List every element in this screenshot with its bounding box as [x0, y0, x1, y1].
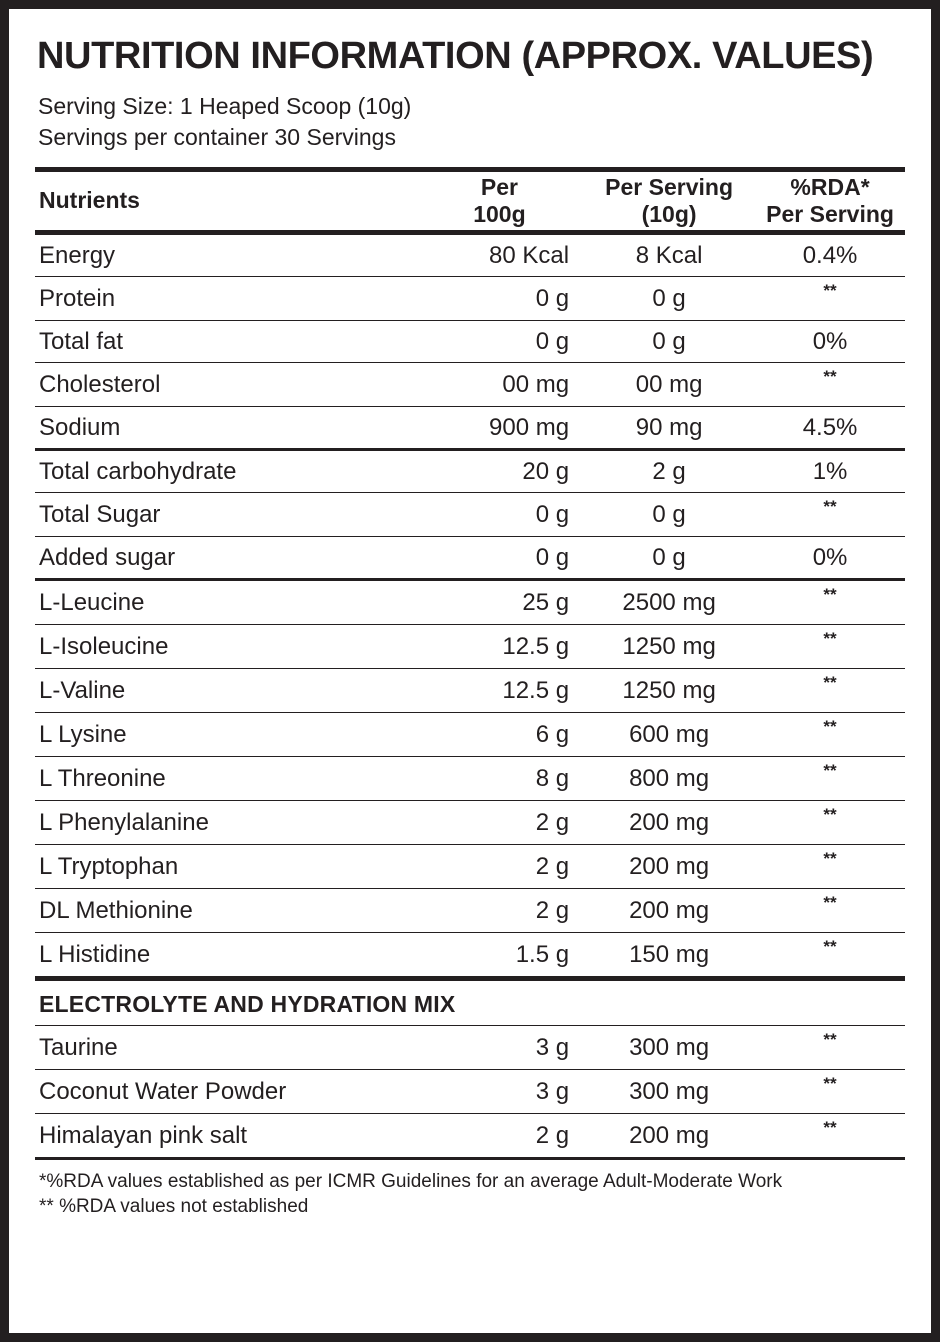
value-per-serving: 1250 mg [583, 624, 757, 668]
value-per-serving: 200 mg [583, 800, 757, 844]
page-title: NUTRITION INFORMATION (APPROX. VALUES) [37, 35, 874, 77]
value-per-100g: 0 g [418, 536, 583, 579]
value-rda: ** [757, 276, 905, 320]
table-row [35, 932, 905, 978]
table-row [35, 712, 905, 756]
value-per-100g: 900 mg [418, 406, 583, 449]
value-per-100g: 12.5 g [418, 624, 583, 668]
nutrient-name: Taurine [35, 1025, 418, 1069]
nutrient-name: Himalayan pink salt [35, 1113, 418, 1158]
value-per-100g: 6 g [418, 712, 583, 756]
value-rda: ** [757, 579, 905, 624]
value-per-100g: 20 g [418, 449, 583, 492]
value-per-serving: 2500 mg [583, 579, 757, 624]
value-rda: ** [757, 888, 905, 932]
value-rda: ** [757, 844, 905, 888]
nutrient-name: Total fat [35, 320, 418, 362]
value-per-100g: 2 g [418, 844, 583, 888]
value-per-serving: 2 g [583, 449, 757, 492]
column-header-rda-line1: %RDA* [790, 173, 870, 200]
value-per-serving: 00 mg [583, 362, 757, 406]
value-per-serving: 200 mg [583, 844, 757, 888]
value-per-serving: 150 mg [583, 932, 757, 978]
value-rda: ** [757, 932, 905, 978]
value-per-100g: 3 g [418, 1069, 583, 1113]
nutrient-name: Protein [35, 276, 418, 320]
table-row [35, 668, 905, 712]
value-per-serving: 90 mg [583, 406, 757, 449]
value-rda: ** [757, 1113, 905, 1158]
value-per-100g: 0 g [418, 492, 583, 536]
value-rda: 4.5% [757, 406, 905, 449]
table-row [35, 844, 905, 888]
value-per-serving: 8 Kcal [583, 232, 757, 276]
column-header-per-100g [418, 169, 583, 232]
table-row [35, 232, 905, 276]
table-row [35, 1025, 905, 1069]
value-per-serving: 1250 mg [583, 668, 757, 712]
value-per-100g: 3 g [418, 1025, 583, 1069]
nutrient-name: Cholesterol [35, 362, 418, 406]
column-header-per-serving-line1: Per Serving [605, 173, 734, 200]
nutrient-name: L-Isoleucine [35, 624, 418, 668]
table-row [35, 406, 905, 449]
nutrient-name: L Tryptophan [35, 844, 418, 888]
value-per-100g: 1.5 g [418, 932, 583, 978]
value-rda: ** [757, 712, 905, 756]
nutrient-name: L Threonine [35, 756, 418, 800]
table-header [35, 169, 905, 232]
table-row [35, 756, 905, 800]
section-heading-text: ELECTROLYTE AND HYDRATION MIX [35, 978, 905, 1025]
table-row [35, 800, 905, 844]
value-rda: ** [757, 1025, 905, 1069]
table-row [35, 449, 905, 492]
value-per-100g: 0 g [418, 320, 583, 362]
table-row [35, 624, 905, 668]
nutrient-name: L-Valine [35, 668, 418, 712]
value-per-serving: 800 mg [583, 756, 757, 800]
table-row [35, 1069, 905, 1113]
table-body [35, 232, 905, 1158]
value-per-100g: 0 g [418, 276, 583, 320]
value-per-serving: 0 g [583, 492, 757, 536]
nutrient-name: Sodium [35, 406, 418, 449]
value-rda: 1% [757, 449, 905, 492]
value-rda: ** [757, 624, 905, 668]
value-rda: ** [757, 800, 905, 844]
value-rda: 0.4% [757, 232, 905, 276]
nutrition-table [35, 167, 905, 1160]
table-row [35, 320, 905, 362]
table-row [35, 362, 905, 406]
column-header-rda [757, 169, 905, 232]
value-per-100g: 8 g [418, 756, 583, 800]
value-rda: ** [757, 362, 905, 406]
column-header-per-100g-line2: 100g [473, 200, 526, 227]
serving-size-text: Serving Size: 1 Heaped Scoop (10g) [38, 92, 412, 119]
value-rda: ** [757, 492, 905, 536]
nutrient-name: Total Sugar [35, 492, 418, 536]
value-per-100g: 25 g [418, 579, 583, 624]
value-per-100g: 00 mg [418, 362, 583, 406]
column-header-rda-line2: Per Serving [766, 200, 894, 227]
value-rda: ** [757, 756, 905, 800]
table-row [35, 536, 905, 579]
value-per-serving: 0 g [583, 536, 757, 579]
nutrient-name: Added sugar [35, 536, 418, 579]
nutrient-name: L Lysine [35, 712, 418, 756]
value-per-serving: 600 mg [583, 712, 757, 756]
value-per-100g: 80 Kcal [418, 232, 583, 276]
value-per-100g: 2 g [418, 1113, 583, 1158]
value-per-100g: 2 g [418, 888, 583, 932]
nutrient-name: L Histidine [35, 932, 418, 978]
value-per-serving: 300 mg [583, 1025, 757, 1069]
nutrient-name: L-Leucine [35, 579, 418, 624]
value-per-serving: 0 g [583, 276, 757, 320]
value-rda: 0% [757, 320, 905, 362]
column-header-nutrients: Nutrients [35, 169, 418, 232]
footnotes [39, 1169, 905, 1220]
value-per-100g: 2 g [418, 800, 583, 844]
value-per-serving: 300 mg [583, 1069, 757, 1113]
nutrient-name: Energy [35, 232, 418, 276]
value-per-serving: 200 mg [583, 888, 757, 932]
value-rda: 0% [757, 536, 905, 579]
nutrient-name: DL Methionine [35, 888, 418, 932]
column-header-per-serving-line2: (10g) [641, 200, 697, 227]
value-per-serving: 0 g [583, 320, 757, 362]
nutrient-name: L Phenylalanine [35, 800, 418, 844]
value-per-serving: 200 mg [583, 1113, 757, 1158]
column-header-per-serving [583, 169, 757, 232]
footnote-rda: *%RDA values established as per ICMR Guidelines for an average Adult-Moderate Work [39, 1170, 783, 1192]
table-row [35, 1113, 905, 1158]
section-heading-row [35, 978, 905, 1025]
value-rda: ** [757, 1069, 905, 1113]
nutrient-name: Coconut Water Powder [35, 1069, 418, 1113]
nutrient-name: Total carbohydrate [35, 449, 418, 492]
table-row [35, 888, 905, 932]
table-row [35, 492, 905, 536]
servings-per-container-text: Servings per container 30 Servings [38, 123, 396, 150]
table-row [35, 579, 905, 624]
footnote-stars: ** %RDA values not established [39, 1196, 309, 1218]
column-header-per-100g-line1: Per [480, 173, 518, 200]
value-rda: ** [757, 668, 905, 712]
value-per-100g: 12.5 g [418, 668, 583, 712]
table-row [35, 276, 905, 320]
